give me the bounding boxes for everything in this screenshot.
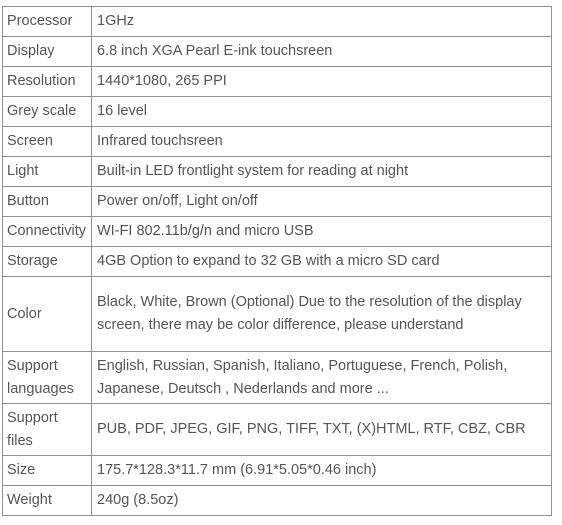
- spec-value: Infrared touchsreen: [92, 127, 552, 157]
- spec-label: Color: [3, 277, 92, 352]
- spec-label: Support languages: [3, 352, 92, 404]
- spec-value: 16 level: [92, 97, 552, 127]
- spec-value: PUB, PDF, JPEG, GIF, PNG, TIFF, TXT, (X)HTML, RTF, CBZ, CBR: [92, 404, 552, 456]
- spec-row-support-files: [3, 404, 552, 456]
- spec-value: Power on/off, Light on/off: [92, 187, 552, 217]
- spec-row-resolution: [3, 67, 552, 97]
- spec-label: Resolution: [3, 67, 92, 97]
- spec-value: English, Russian, Spanish, Italiano, Portuguese, French, Polish, Japanese, Deutsch , Nederlands and more ...: [92, 352, 552, 404]
- spec-label: Weight: [3, 486, 92, 516]
- spec-row-weight: [3, 486, 552, 516]
- spec-row-storage: [3, 247, 552, 277]
- spec-label: Screen: [3, 127, 92, 157]
- spec-row-screen: [3, 127, 552, 157]
- spec-value: 1440*1080, 265 PPI: [92, 67, 552, 97]
- spec-label: Processor: [3, 7, 92, 37]
- spec-label: Connectivity: [3, 217, 92, 247]
- spec-value: 240g (8.5oz): [92, 486, 552, 516]
- spec-row-button: [3, 187, 552, 217]
- spec-value: 4GB Option to expand to 32 GB with a micro SD card: [92, 247, 552, 277]
- spec-row-grey-scale: [3, 97, 552, 127]
- spec-label: Support files: [3, 404, 92, 456]
- spec-label: Light: [3, 157, 92, 187]
- spec-table: [2, 6, 552, 516]
- spec-row-color: [3, 277, 552, 352]
- spec-value: Black, White, Brown (Optional) Due to the resolution of the display screen, there may be color difference, please understand: [92, 277, 552, 352]
- spec-row-size: [3, 456, 552, 486]
- spec-row-connectivity: [3, 217, 552, 247]
- spec-value: 6.8 inch XGA Pearl E-ink touchsreen: [92, 37, 552, 67]
- spec-label: Button: [3, 187, 92, 217]
- spec-value: WI-FI 802.11b/g/n and micro USB: [92, 217, 552, 247]
- spec-label: Storage: [3, 247, 92, 277]
- spec-row-processor: [3, 7, 552, 37]
- spec-row-light: [3, 157, 552, 187]
- spec-label: Display: [3, 37, 92, 67]
- spec-label: Grey scale: [3, 97, 92, 127]
- spec-value: 175.7*128.3*11.7 mm (6.91*5.05*0.46 inch): [92, 456, 552, 486]
- spec-row-display: [3, 37, 552, 67]
- spec-value: Built-in LED frontlight system for reading at night: [92, 157, 552, 187]
- spec-label: Size: [3, 456, 92, 486]
- spec-row-support-languages: [3, 352, 552, 404]
- spec-value: 1GHz: [92, 7, 552, 37]
